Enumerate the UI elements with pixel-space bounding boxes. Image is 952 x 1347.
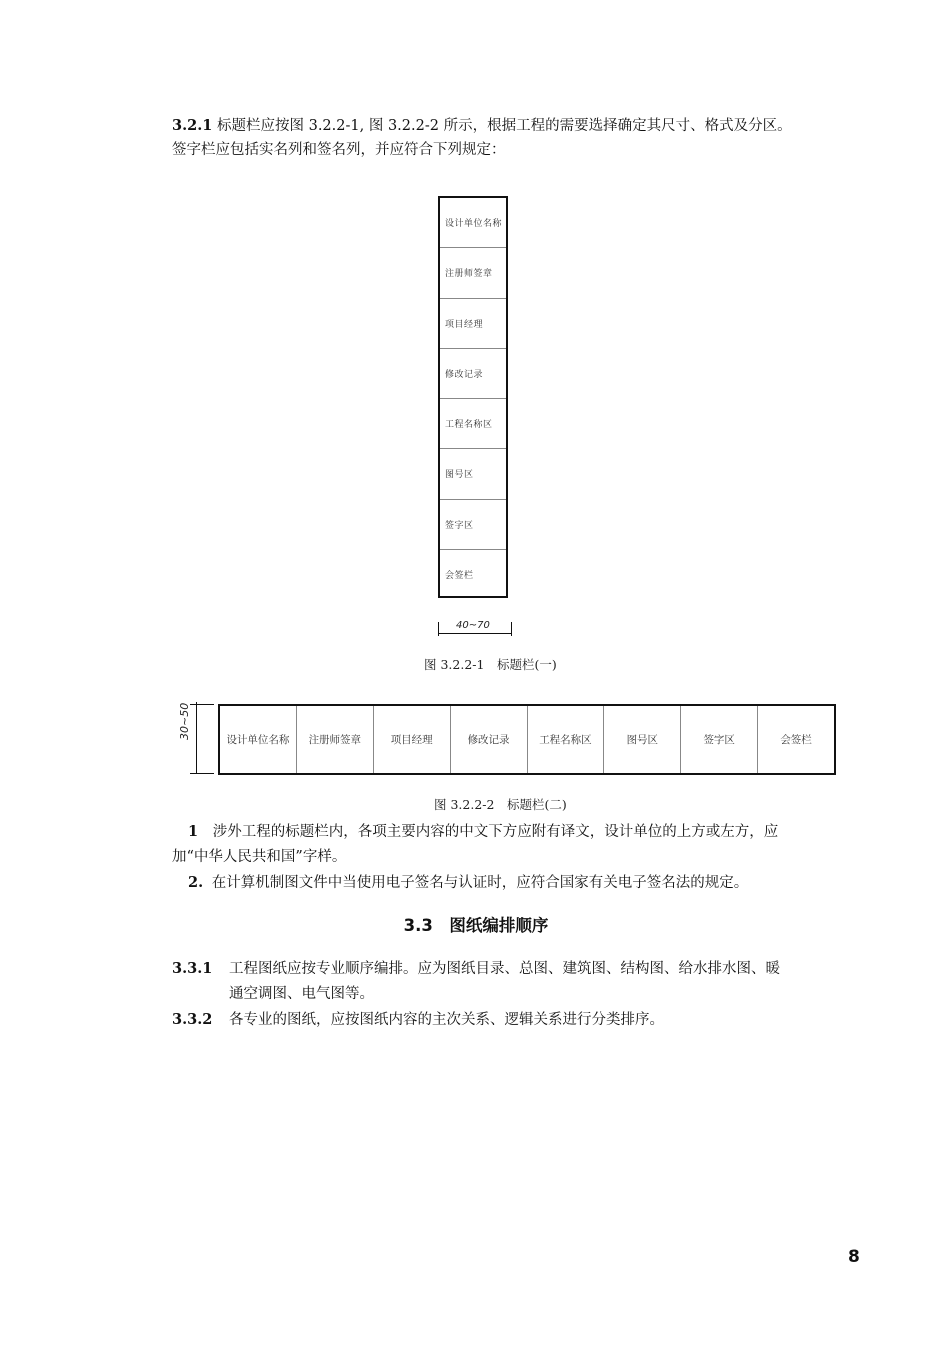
figure-caption-2: 图 3.2.2-2 标题栏(二)	[434, 797, 567, 812]
item-text-line1: 涉外工程的标题栏内，各项主要内容的中文下方应附有译文，设计单位的上方或左方，应	[212, 824, 779, 840]
title-block-horizontal	[218, 704, 836, 775]
height-dimension-label: 30~50	[178, 702, 191, 740]
title-block-cell: 项目经理	[374, 706, 451, 773]
section-heading: 3.3 图纸编排顺序	[403, 916, 549, 935]
title-block-cell: 签字区	[681, 706, 758, 773]
title-block-cell: 会签栏	[780, 734, 812, 746]
title-block-cell: 工程名称区	[528, 706, 605, 773]
clause-3-2-1-line2	[172, 138, 872, 162]
width-dimension-label: 40~70	[456, 620, 490, 631]
clause-3-3-1	[172, 957, 212, 981]
clause-text: 各专业的图纸，应按图纸内容的主次关系、逻辑关系进行分类排序。	[229, 1012, 664, 1028]
clause-3-3-1-line2	[229, 982, 374, 1006]
title-block-cell: 注册师签章	[297, 706, 374, 773]
clause-number: 3.2.1	[172, 117, 213, 134]
clause-number: 3.3.2	[172, 1011, 213, 1028]
title-block-cell: 签字区	[440, 500, 506, 550]
clause-text-line2: 签字栏应包括实名列和签名列，并应符合下列规定：	[172, 142, 506, 158]
figure-caption-1: 图 3.2.2-1 标题栏(一)	[424, 657, 557, 672]
clause-3-2-1	[172, 114, 872, 138]
list-item-2	[188, 871, 748, 895]
item-number: 2.	[188, 874, 204, 891]
title-block-cell: 修改记录	[451, 706, 528, 773]
clause-3-3-1-line1	[229, 957, 780, 981]
title-block-cell: 设计单位名称	[220, 706, 297, 773]
title-block-cell: 图号区	[604, 706, 681, 773]
title-block-cell: 注册师签章	[440, 248, 506, 298]
title-block-cell: 图号区	[440, 449, 506, 499]
title-block-vertical	[438, 196, 508, 598]
title-block-cell: 工程名称区	[440, 399, 506, 449]
title-block-cell: 会签栏	[445, 571, 474, 582]
item-text-line2: 加“中华人民共和国”字样。	[172, 849, 347, 865]
page-number: 8	[848, 1247, 860, 1267]
title-block-cell: 设计单位名称	[440, 198, 506, 248]
clause-3-3-2-text	[229, 1008, 664, 1032]
clause-3-3-2	[172, 1008, 212, 1032]
clause-text-line2: 通空调图、电气图等。	[229, 986, 374, 1002]
title-block-cell: 修改记录	[440, 349, 506, 399]
title-block-cell: 项目经理	[440, 299, 506, 349]
item-text: 在计算机制图文件中当使用电子签名与认证时，应符合国家有关电子签名法的规定。	[211, 875, 749, 891]
list-item-1-line2	[172, 845, 346, 869]
clause-text-line1: 标题栏应按图 3.2.2-1, 图 3.2.2-2 所示，根据工程的需要选择确定其尺寸、格式及分区。	[216, 118, 792, 134]
list-item-1	[188, 820, 778, 844]
clause-number: 3.3.1	[172, 960, 213, 977]
item-number: 1	[188, 823, 199, 840]
clause-text-line1: 工程图纸应按专业顺序编排。应为图纸目录、总图、建筑图、结构图、给水排水图、暖	[229, 961, 780, 977]
